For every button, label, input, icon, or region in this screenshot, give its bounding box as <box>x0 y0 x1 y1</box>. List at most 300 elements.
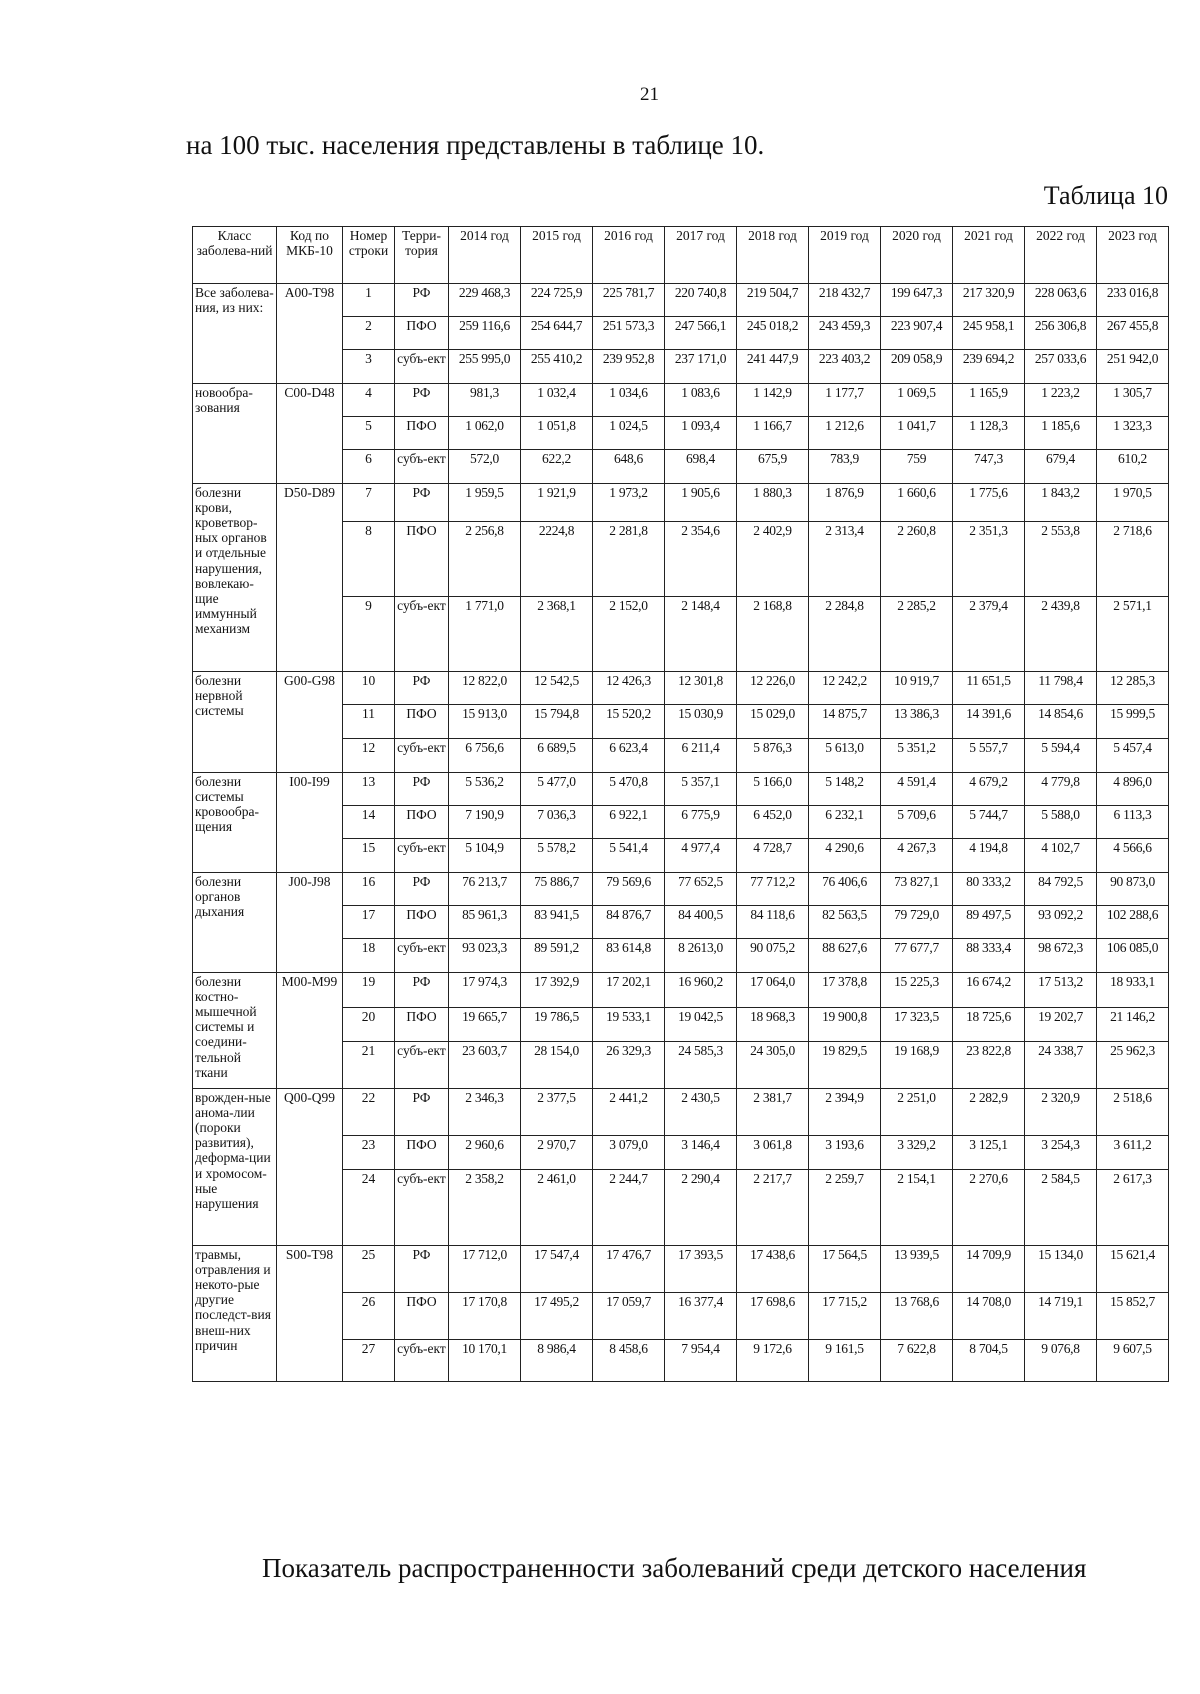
value-cell: 17 378,8 <box>809 973 881 1008</box>
value-cell: 8 2613,0 <box>665 939 737 973</box>
value-cell: 1 876,9 <box>809 484 881 522</box>
value-cell: 1 177,7 <box>809 384 881 417</box>
icd-code-cell: Q00-Q99 <box>277 1089 343 1246</box>
value-cell: 2 148,4 <box>665 597 737 672</box>
territory-cell: РФ <box>395 873 449 906</box>
value-cell: 698,4 <box>665 450 737 484</box>
territory-cell: ПФО <box>395 1136 449 1170</box>
value-cell: 610,2 <box>1097 450 1169 484</box>
value-cell: 218 432,7 <box>809 284 881 317</box>
value-cell: 17 392,9 <box>521 973 593 1008</box>
value-cell: 15 030,9 <box>665 705 737 739</box>
value-cell: 1 959,5 <box>449 484 521 522</box>
value-cell: 15 621,4 <box>1097 1246 1169 1293</box>
value-cell: 2 358,2 <box>449 1170 521 1246</box>
territory-cell: РФ <box>395 1089 449 1136</box>
value-cell: 1 128,3 <box>953 417 1025 450</box>
value-cell: 24 585,3 <box>665 1042 737 1089</box>
value-cell: 783,9 <box>809 450 881 484</box>
territory-cell: РФ <box>395 1246 449 1293</box>
territory-cell: субъ-ект <box>395 739 449 773</box>
value-cell: 2 377,5 <box>521 1089 593 1136</box>
value-cell: 4 779,8 <box>1025 773 1097 806</box>
column-header: 2019 год <box>809 227 881 284</box>
row-number-cell: 6 <box>343 450 395 484</box>
column-header: 2015 год <box>521 227 593 284</box>
row-number-cell: 9 <box>343 597 395 672</box>
value-cell: 17 064,0 <box>737 973 809 1008</box>
value-cell: 88 627,6 <box>809 939 881 973</box>
value-cell: 93 092,2 <box>1025 906 1097 939</box>
value-cell: 19 202,7 <box>1025 1008 1097 1042</box>
value-cell: 2 970,7 <box>521 1136 593 1170</box>
value-cell: 1 051,8 <box>521 417 593 450</box>
row-number-cell: 14 <box>343 806 395 839</box>
page-number: 21 <box>640 84 659 105</box>
value-cell: 25 962,3 <box>1097 1042 1169 1089</box>
value-cell: 24 338,7 <box>1025 1042 1097 1089</box>
value-cell: 1 973,2 <box>593 484 665 522</box>
value-cell: 17 059,7 <box>593 1293 665 1340</box>
value-cell: 15 029,0 <box>737 705 809 739</box>
value-cell: 12 542,5 <box>521 672 593 705</box>
disease-class-cell: врожден-ные анома-лии (пороки развития), деформа-ции и хромосом-ные нарушения <box>193 1089 277 1246</box>
territory-cell: субъ-ект <box>395 1042 449 1089</box>
table-row <box>193 672 1169 705</box>
value-cell: 5 578,2 <box>521 839 593 873</box>
value-cell: 3 125,1 <box>953 1136 1025 1170</box>
value-cell: 199 647,3 <box>881 284 953 317</box>
value-cell: 217 320,9 <box>953 284 1025 317</box>
disease-class-cell: травмы, отравления и некото-рые другие последст-вия внеш-них причин <box>193 1246 277 1382</box>
value-cell: 17 170,8 <box>449 1293 521 1340</box>
territory-cell: РФ <box>395 672 449 705</box>
column-header: 2014 год <box>449 227 521 284</box>
value-cell: 1 223,2 <box>1025 384 1097 417</box>
value-cell: 251 942,0 <box>1097 350 1169 384</box>
row-number-cell: 12 <box>343 739 395 773</box>
value-cell: 267 455,8 <box>1097 317 1169 350</box>
value-cell: 5 166,0 <box>737 773 809 806</box>
value-cell: 84 400,5 <box>665 906 737 939</box>
territory-cell: РФ <box>395 384 449 417</box>
value-cell: 2 251,0 <box>881 1089 953 1136</box>
value-cell: 17 547,4 <box>521 1246 593 1293</box>
value-cell: 19 533,1 <box>593 1008 665 1042</box>
value-cell: 1 041,7 <box>881 417 953 450</box>
value-cell: 17 564,5 <box>809 1246 881 1293</box>
value-cell: 77 652,5 <box>665 873 737 906</box>
value-cell: 1 032,4 <box>521 384 593 417</box>
value-cell: 257 033,6 <box>1025 350 1097 384</box>
value-cell: 2 518,6 <box>1097 1089 1169 1136</box>
value-cell: 83 614,8 <box>593 939 665 973</box>
row-number-cell: 3 <box>343 350 395 384</box>
value-cell: 4 566,6 <box>1097 839 1169 873</box>
value-cell: 16 674,2 <box>953 973 1025 1008</box>
value-cell: 2 439,8 <box>1025 597 1097 672</box>
value-cell: 9 076,8 <box>1025 1340 1097 1382</box>
value-cell: 15 913,0 <box>449 705 521 739</box>
value-cell: 3 193,6 <box>809 1136 881 1170</box>
value-cell: 1 775,6 <box>953 484 1025 522</box>
value-cell: 5 104,9 <box>449 839 521 873</box>
disease-class-cell: болезни нервной системы <box>193 672 277 773</box>
table-row <box>193 773 1169 806</box>
value-cell: 12 301,8 <box>665 672 737 705</box>
value-cell: 79 729,0 <box>881 906 953 939</box>
value-cell: 1 069,5 <box>881 384 953 417</box>
value-cell: 2 346,3 <box>449 1089 521 1136</box>
value-cell: 5 457,4 <box>1097 739 1169 773</box>
value-cell: 17 715,2 <box>809 1293 881 1340</box>
value-cell: 5 470,8 <box>593 773 665 806</box>
value-cell: 2 284,8 <box>809 597 881 672</box>
value-cell: 5 744,7 <box>953 806 1025 839</box>
value-cell: 6 452,0 <box>737 806 809 839</box>
value-cell: 2 168,8 <box>737 597 809 672</box>
value-cell: 2 394,9 <box>809 1089 881 1136</box>
value-cell: 9 172,6 <box>737 1340 809 1382</box>
icd-code-cell: I00-I99 <box>277 773 343 873</box>
value-cell: 15 520,2 <box>593 705 665 739</box>
icd-code-cell: C00-D48 <box>277 384 343 484</box>
value-cell: 2 354,6 <box>665 522 737 597</box>
value-cell: 15 852,7 <box>1097 1293 1169 1340</box>
row-number-cell: 13 <box>343 773 395 806</box>
value-cell: 19 042,5 <box>665 1008 737 1042</box>
value-cell: 2 282,9 <box>953 1089 1025 1136</box>
value-cell: 8 986,4 <box>521 1340 593 1382</box>
value-cell: 17 202,1 <box>593 973 665 1008</box>
value-cell: 12 226,0 <box>737 672 809 705</box>
value-cell: 19 168,9 <box>881 1042 953 1089</box>
value-cell: 228 063,6 <box>1025 284 1097 317</box>
value-cell: 4 102,7 <box>1025 839 1097 873</box>
value-cell: 2 154,1 <box>881 1170 953 1246</box>
value-cell: 12 285,3 <box>1097 672 1169 705</box>
territory-cell: РФ <box>395 973 449 1008</box>
value-cell: 1 142,9 <box>737 384 809 417</box>
value-cell: 26 329,3 <box>593 1042 665 1089</box>
value-cell: 223 907,4 <box>881 317 953 350</box>
value-cell: 17 323,5 <box>881 1008 953 1042</box>
value-cell: 2 617,3 <box>1097 1170 1169 1246</box>
value-cell: 259 116,6 <box>449 317 521 350</box>
value-cell: 3 079,0 <box>593 1136 665 1170</box>
value-cell: 18 725,6 <box>953 1008 1025 1042</box>
table-row <box>193 484 1169 522</box>
value-cell: 256 306,8 <box>1025 317 1097 350</box>
value-cell: 254 644,7 <box>521 317 593 350</box>
value-cell: 12 822,0 <box>449 672 521 705</box>
value-cell: 90 075,2 <box>737 939 809 973</box>
value-cell: 19 786,5 <box>521 1008 593 1042</box>
territory-cell: ПФО <box>395 317 449 350</box>
value-cell: 5 477,0 <box>521 773 593 806</box>
value-cell: 247 566,1 <box>665 317 737 350</box>
territory-cell: субъ-ект <box>395 1340 449 1382</box>
row-number-cell: 19 <box>343 973 395 1008</box>
value-cell: 21 146,2 <box>1097 1008 1169 1042</box>
value-cell: 3 329,2 <box>881 1136 953 1170</box>
value-cell: 6 232,1 <box>809 806 881 839</box>
row-number-cell: 21 <box>343 1042 395 1089</box>
table-row <box>193 1246 1169 1293</box>
row-number-cell: 16 <box>343 873 395 906</box>
row-number-cell: 24 <box>343 1170 395 1246</box>
value-cell: 12 242,2 <box>809 672 881 705</box>
value-cell: 2 256,8 <box>449 522 521 597</box>
disease-class-cell: болезни системы кровообра-щения <box>193 773 277 873</box>
value-cell: 1 093,4 <box>665 417 737 450</box>
value-cell: 251 573,3 <box>593 317 665 350</box>
value-cell: 239 694,2 <box>953 350 1025 384</box>
value-cell: 2 259,7 <box>809 1170 881 1246</box>
value-cell: 19 900,8 <box>809 1008 881 1042</box>
icd-code-cell: A00-T98 <box>277 284 343 384</box>
value-cell: 2 430,5 <box>665 1089 737 1136</box>
table-header-row <box>193 227 1169 284</box>
value-cell: 5 594,4 <box>1025 739 1097 773</box>
icd-code-cell: J00-J98 <box>277 873 343 973</box>
disease-class-cell: болезни крови, кроветвор-ных органов и отдельные нарушения, вовлекаю-щие иммунный механизм <box>193 484 277 672</box>
value-cell: 79 569,6 <box>593 873 665 906</box>
value-cell: 88 333,4 <box>953 939 1025 973</box>
value-cell: 255 410,2 <box>521 350 593 384</box>
territory-cell: ПФО <box>395 417 449 450</box>
territory-cell: РФ <box>395 284 449 317</box>
value-cell: 17 476,7 <box>593 1246 665 1293</box>
value-cell: 16 960,2 <box>665 973 737 1008</box>
value-cell: 225 781,7 <box>593 284 665 317</box>
value-cell: 76 406,6 <box>809 873 881 906</box>
value-cell: 223 403,2 <box>809 350 881 384</box>
value-cell: 84 118,6 <box>737 906 809 939</box>
value-cell: 16 377,4 <box>665 1293 737 1340</box>
value-cell: 15 225,3 <box>881 973 953 1008</box>
value-cell: 1 165,9 <box>953 384 1025 417</box>
value-cell: 243 459,3 <box>809 317 881 350</box>
value-cell: 13 386,3 <box>881 705 953 739</box>
row-number-cell: 20 <box>343 1008 395 1042</box>
value-cell: 2224,8 <box>521 522 593 597</box>
row-number-cell: 5 <box>343 417 395 450</box>
value-cell: 1 062,0 <box>449 417 521 450</box>
value-cell: 2 320,9 <box>1025 1089 1097 1136</box>
value-cell: 2 244,7 <box>593 1170 665 1246</box>
value-cell: 2 571,1 <box>1097 597 1169 672</box>
value-cell: 3 611,2 <box>1097 1136 1169 1170</box>
value-cell: 622,2 <box>521 450 593 484</box>
value-cell: 17 974,3 <box>449 973 521 1008</box>
value-cell: 80 333,2 <box>953 873 1025 906</box>
value-cell: 1 921,9 <box>521 484 593 522</box>
value-cell: 5 357,1 <box>665 773 737 806</box>
value-cell: 237 171,0 <box>665 350 737 384</box>
disease-class-cell: болезни костно-мышечной системы и соедини-тельной ткани <box>193 973 277 1089</box>
value-cell: 6 211,4 <box>665 739 737 773</box>
row-number-cell: 17 <box>343 906 395 939</box>
value-cell: 747,3 <box>953 450 1025 484</box>
value-cell: 98 672,3 <box>1025 939 1097 973</box>
table-row <box>193 873 1169 906</box>
value-cell: 10 170,1 <box>449 1340 521 1382</box>
value-cell: 13 768,6 <box>881 1293 953 1340</box>
value-cell: 13 939,5 <box>881 1246 953 1293</box>
value-cell: 2 584,5 <box>1025 1170 1097 1246</box>
value-cell: 2 281,8 <box>593 522 665 597</box>
value-cell: 77 712,2 <box>737 873 809 906</box>
value-cell: 2 313,4 <box>809 522 881 597</box>
value-cell: 9 607,5 <box>1097 1340 1169 1382</box>
value-cell: 102 288,6 <box>1097 906 1169 939</box>
value-cell: 2 351,3 <box>953 522 1025 597</box>
value-cell: 23 822,8 <box>953 1042 1025 1089</box>
row-number-cell: 11 <box>343 705 395 739</box>
value-cell: 15 134,0 <box>1025 1246 1097 1293</box>
value-cell: 679,4 <box>1025 450 1097 484</box>
value-cell: 17 698,6 <box>737 1293 809 1340</box>
column-header: Номер строки <box>343 227 395 284</box>
value-cell: 224 725,9 <box>521 284 593 317</box>
column-header: 2020 год <box>881 227 953 284</box>
value-cell: 1 323,3 <box>1097 417 1169 450</box>
value-cell: 90 873,0 <box>1097 873 1169 906</box>
value-cell: 17 438,6 <box>737 1246 809 1293</box>
column-header: 2022 год <box>1025 227 1097 284</box>
value-cell: 7 190,9 <box>449 806 521 839</box>
value-cell: 89 591,2 <box>521 939 593 973</box>
value-cell: 12 426,3 <box>593 672 665 705</box>
value-cell: 15 999,5 <box>1097 705 1169 739</box>
value-cell: 75 886,7 <box>521 873 593 906</box>
value-cell: 6 756,6 <box>449 739 521 773</box>
value-cell: 1 083,6 <box>665 384 737 417</box>
territory-cell: субъ-ект <box>395 350 449 384</box>
column-header: 2021 год <box>953 227 1025 284</box>
value-cell: 17 393,5 <box>665 1246 737 1293</box>
value-cell: 209 058,9 <box>881 350 953 384</box>
value-cell: 1 843,2 <box>1025 484 1097 522</box>
value-cell: 648,6 <box>593 450 665 484</box>
row-number-cell: 10 <box>343 672 395 705</box>
row-number-cell: 26 <box>343 1293 395 1340</box>
value-cell: 4 728,7 <box>737 839 809 873</box>
disease-class-cell: новообра-зования <box>193 384 277 484</box>
column-header: 2023 год <box>1097 227 1169 284</box>
value-cell: 9 161,5 <box>809 1340 881 1382</box>
value-cell: 84 792,5 <box>1025 873 1097 906</box>
territory-cell: РФ <box>395 484 449 522</box>
value-cell: 2 441,2 <box>593 1089 665 1136</box>
value-cell: 675,9 <box>737 450 809 484</box>
column-header: Класс заболева-ний <box>193 227 277 284</box>
value-cell: 89 497,5 <box>953 906 1025 939</box>
value-cell: 1 034,6 <box>593 384 665 417</box>
territory-cell: субъ-ект <box>395 450 449 484</box>
row-number-cell: 15 <box>343 839 395 873</box>
column-header: 2018 год <box>737 227 809 284</box>
value-cell: 759 <box>881 450 953 484</box>
value-cell: 17 495,2 <box>521 1293 593 1340</box>
value-cell: 1 305,7 <box>1097 384 1169 417</box>
table-row <box>193 1089 1169 1136</box>
value-cell: 8 458,6 <box>593 1340 665 1382</box>
value-cell: 6 113,3 <box>1097 806 1169 839</box>
value-cell: 4 290,6 <box>809 839 881 873</box>
value-cell: 6 922,1 <box>593 806 665 839</box>
value-cell: 2 402,9 <box>737 522 809 597</box>
value-cell: 11 798,4 <box>1025 672 1097 705</box>
value-cell: 219 504,7 <box>737 284 809 317</box>
value-cell: 233 016,8 <box>1097 284 1169 317</box>
value-cell: 4 896,0 <box>1097 773 1169 806</box>
value-cell: 73 827,1 <box>881 873 953 906</box>
value-cell: 4 194,8 <box>953 839 1025 873</box>
value-cell: 28 154,0 <box>521 1042 593 1089</box>
icd-code-cell: S00-T98 <box>277 1246 343 1382</box>
value-cell: 7 036,3 <box>521 806 593 839</box>
territory-cell: ПФО <box>395 906 449 939</box>
value-cell: 2 379,4 <box>953 597 1025 672</box>
row-number-cell: 8 <box>343 522 395 597</box>
territory-cell: субъ-ект <box>395 839 449 873</box>
value-cell: 981,3 <box>449 384 521 417</box>
row-number-cell: 25 <box>343 1246 395 1293</box>
value-cell: 5 613,0 <box>809 739 881 773</box>
territory-cell: субъ-ект <box>395 1170 449 1246</box>
value-cell: 93 023,3 <box>449 939 521 973</box>
value-cell: 6 623,4 <box>593 739 665 773</box>
value-cell: 5 148,2 <box>809 773 881 806</box>
value-cell: 239 952,8 <box>593 350 665 384</box>
value-cell: 5 557,7 <box>953 739 1025 773</box>
value-cell: 2 260,8 <box>881 522 953 597</box>
value-cell: 5 709,6 <box>881 806 953 839</box>
value-cell: 6 775,9 <box>665 806 737 839</box>
row-number-cell: 27 <box>343 1340 395 1382</box>
value-cell: 2 553,8 <box>1025 522 1097 597</box>
value-cell: 8 704,5 <box>953 1340 1025 1382</box>
value-cell: 255 995,0 <box>449 350 521 384</box>
value-cell: 5 588,0 <box>1025 806 1097 839</box>
disease-class-cell: болезни органов дыхания <box>193 873 277 973</box>
value-cell: 2 381,7 <box>737 1089 809 1136</box>
value-cell: 2 152,0 <box>593 597 665 672</box>
row-number-cell: 18 <box>343 939 395 973</box>
icd-code-cell: D50-D89 <box>277 484 343 672</box>
row-number-cell: 2 <box>343 317 395 350</box>
value-cell: 1 212,6 <box>809 417 881 450</box>
value-cell: 10 919,7 <box>881 672 953 705</box>
value-cell: 2 461,0 <box>521 1170 593 1246</box>
icd-code-cell: G00-G98 <box>277 672 343 773</box>
value-cell: 76 213,7 <box>449 873 521 906</box>
value-cell: 4 679,2 <box>953 773 1025 806</box>
intro-text: на 100 тыс. населения представлены в таблице 10. <box>186 130 765 160</box>
value-cell: 14 391,6 <box>953 705 1025 739</box>
value-cell: 245 018,2 <box>737 317 809 350</box>
value-cell: 14 719,1 <box>1025 1293 1097 1340</box>
value-cell: 7 622,8 <box>881 1340 953 1382</box>
row-number-cell: 22 <box>343 1089 395 1136</box>
value-cell: 5 351,2 <box>881 739 953 773</box>
value-cell: 84 876,7 <box>593 906 665 939</box>
value-cell: 5 541,4 <box>593 839 665 873</box>
territory-cell: ПФО <box>395 522 449 597</box>
value-cell: 3 254,3 <box>1025 1136 1097 1170</box>
